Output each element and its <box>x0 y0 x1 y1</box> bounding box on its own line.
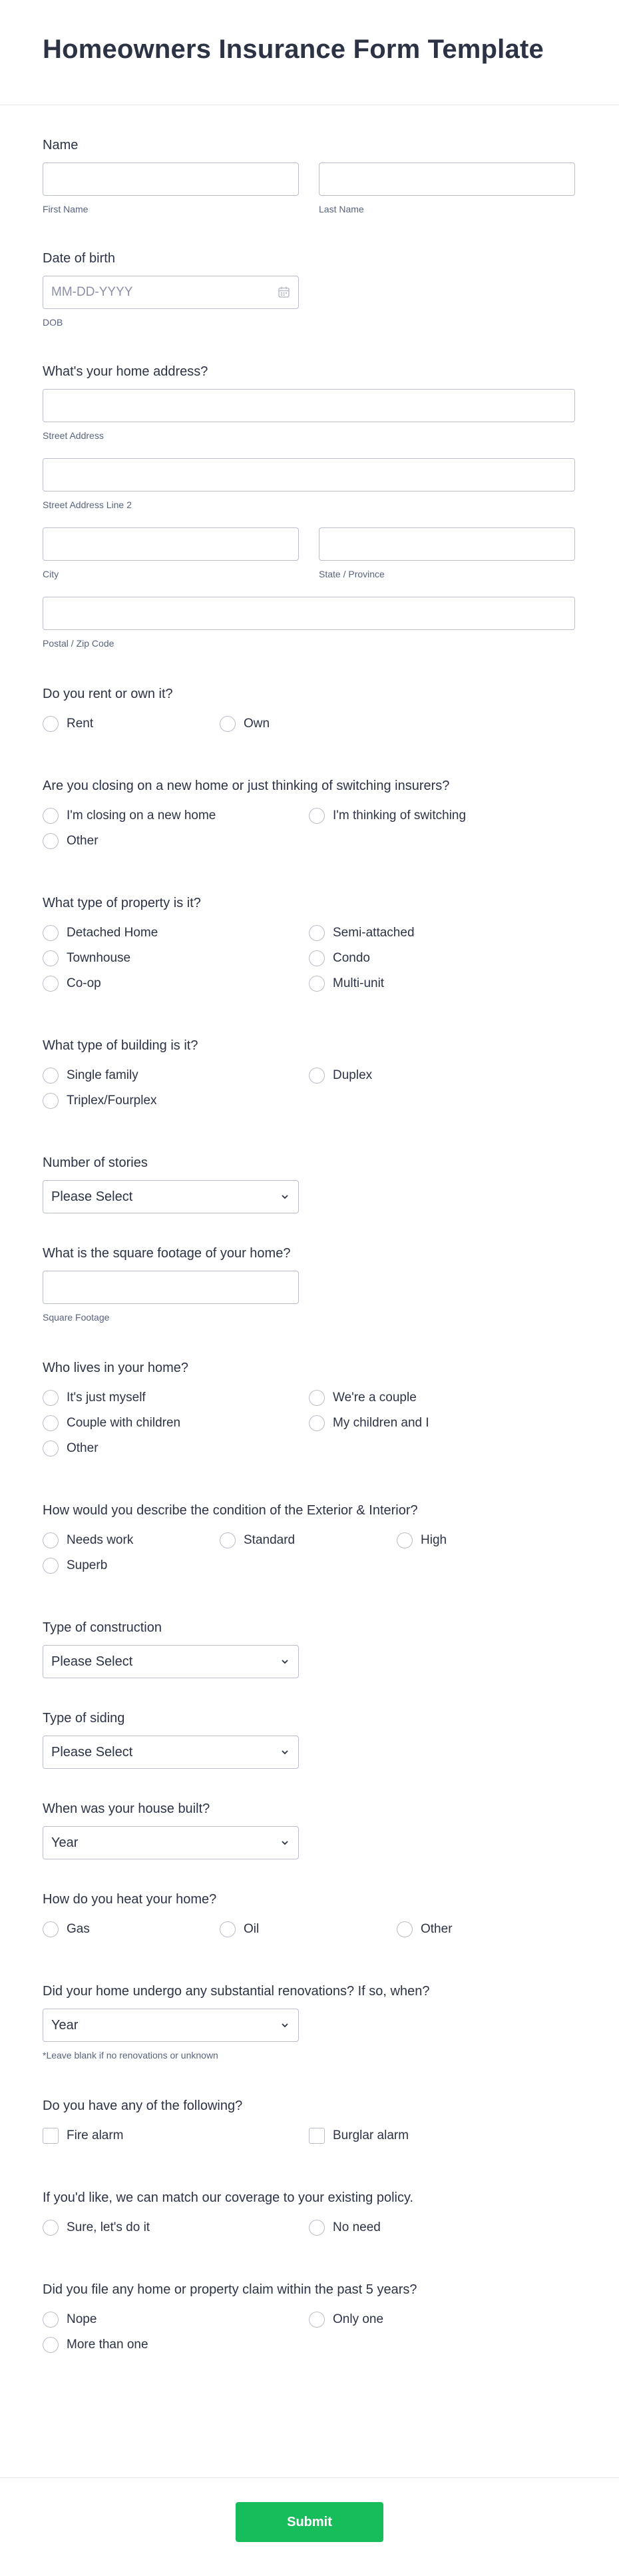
street-address-sublabel: Street Address <box>43 430 104 441</box>
match-coverage-label: If you'd like, we can match our coverage to your existing policy. <box>43 2190 414 2205</box>
couple-with-children-option[interactable]: Couple with children <box>43 1411 309 1436</box>
stories-label: Number of stories <box>43 1155 148 1170</box>
radio-button[interactable] <box>43 716 59 732</box>
street-address-2-input[interactable] <box>43 458 575 491</box>
burglar-alarm-option[interactable]: Burglar alarm <box>309 2123 575 2148</box>
radio-button[interactable] <box>43 2312 59 2328</box>
question-match-coverage <box>43 2190 576 2240</box>
last-name-sublabel: Last Name <box>319 204 364 214</box>
radio-button[interactable] <box>43 2220 59 2236</box>
condo-option[interactable]: Condo <box>309 946 575 971</box>
radio-button[interactable] <box>43 1390 59 1406</box>
square-footage-sublabel: Square Footage <box>43 1312 110 1323</box>
first-name-sublabel: First Name <box>43 204 89 214</box>
square-footage-input[interactable] <box>43 1271 299 1304</box>
radio-button[interactable] <box>43 1068 59 1084</box>
radio-button[interactable] <box>397 1532 413 1548</box>
state-sublabel: State / Province <box>319 569 385 579</box>
construction-select-value: Please Select <box>51 1654 133 1669</box>
closing-label: Are you closing on a new home or just thinking of switching insurers? <box>43 779 450 793</box>
question-renovations <box>43 1983 576 2061</box>
stories-select-value: Please Select <box>51 1189 133 1204</box>
question-claims <box>43 2282 576 2358</box>
gas-option[interactable]: Gas <box>43 1917 220 1942</box>
rent-option[interactable]: Rent <box>43 711 220 737</box>
checkbox[interactable] <box>309 2128 325 2144</box>
sure-option[interactable]: Sure, let's do it <box>43 2215 309 2240</box>
question-building-type <box>43 1038 576 1114</box>
property-type-label: What type of property is it? <box>43 896 201 910</box>
construction-select[interactable] <box>43 1645 299 1678</box>
state-input[interactable] <box>319 527 575 561</box>
radio-button[interactable] <box>43 1921 59 1937</box>
dob-label: Date of birth <box>43 251 115 266</box>
address-label: What's your home address? <box>43 364 208 379</box>
radio-button[interactable] <box>309 808 325 824</box>
my-children-and-i-option[interactable]: My children and I <box>309 1411 575 1436</box>
construction-label: Type of construction <box>43 1620 162 1635</box>
heating-label: How do you heat your home? <box>43 1892 217 1907</box>
submit-button[interactable]: Submit <box>236 2502 383 2542</box>
chevron-down-icon <box>280 2020 290 2031</box>
radio-button[interactable] <box>309 2220 325 2236</box>
renovations-note: *Leave blank if no renovations or unknown <box>43 2050 218 2061</box>
first-name-input[interactable] <box>43 162 299 196</box>
stories-select[interactable] <box>43 1180 299 1213</box>
form-title: Homeowners Insurance Form Template <box>43 35 544 64</box>
triplex-fourplex-option[interactable]: Triplex/Fourplex <box>43 1088 309 1114</box>
claims-label: Did you file any home or property claim within the past 5 years? <box>43 2282 417 2297</box>
form-header <box>0 0 619 105</box>
radio-button[interactable] <box>43 808 59 824</box>
postal-code-input[interactable] <box>43 597 575 630</box>
question-address <box>43 364 576 649</box>
form-footer <box>0 2477 619 2576</box>
multi-unit-option[interactable]: Multi-unit <box>309 971 575 996</box>
who-lives-label: Who lives in your home? <box>43 1361 188 1375</box>
siding-select-value: Please Select <box>51 1744 133 1760</box>
radio-button[interactable] <box>309 1390 325 1406</box>
standard-option[interactable]: Standard <box>220 1528 397 1553</box>
question-house-built <box>43 1801 576 1859</box>
heat-other-option[interactable]: Other <box>397 1917 574 1942</box>
radio-button[interactable] <box>43 1441 59 1456</box>
question-stories <box>43 1155 576 1213</box>
radio-button[interactable] <box>43 1532 59 1548</box>
radio-button[interactable] <box>43 1415 59 1431</box>
house-built-select[interactable] <box>43 1826 299 1859</box>
just-myself-option[interactable]: It's just myself <box>43 1385 309 1411</box>
fire-alarm-option[interactable]: Fire alarm <box>43 2123 309 2148</box>
chevron-down-icon <box>280 1656 290 1667</box>
city-sublabel: City <box>43 569 59 579</box>
detached-home-option[interactable]: Detached Home <box>43 920 309 946</box>
superb-option[interactable]: Superb <box>43 1553 220 1578</box>
city-input[interactable] <box>43 527 299 561</box>
radio-button[interactable] <box>309 925 325 941</box>
form-body <box>0 105 619 2358</box>
street-address-2-sublabel: Street Address Line 2 <box>43 499 132 510</box>
renovations-select[interactable] <box>43 2009 299 2042</box>
closing-other-option[interactable]: Other <box>43 828 309 854</box>
radio-button[interactable] <box>43 950 59 966</box>
question-square-footage <box>43 1245 576 1323</box>
question-alarms <box>43 2098 576 2148</box>
radio-button[interactable] <box>397 1921 413 1937</box>
question-rent-own <box>43 686 576 737</box>
condition-label: How would you describe the condition of the Exterior & Interior? <box>43 1503 418 1518</box>
question-siding <box>43 1710 576 1769</box>
question-construction <box>43 1620 576 1678</box>
question-name <box>43 137 576 214</box>
chevron-down-icon <box>280 1747 290 1758</box>
radio-button[interactable] <box>309 2312 325 2328</box>
radio-button[interactable] <box>43 976 59 992</box>
radio-button[interactable] <box>220 1532 236 1548</box>
chevron-down-icon <box>280 1837 290 1848</box>
oil-option[interactable]: Oil <box>220 1917 397 1942</box>
building-type-label: What type of building is it? <box>43 1038 198 1053</box>
co-op-option[interactable]: Co-op <box>43 971 309 996</box>
question-closing <box>43 778 576 854</box>
townhouse-option[interactable]: Townhouse <box>43 946 309 971</box>
postal-code-sublabel: Postal / Zip Code <box>43 638 114 649</box>
radio-button[interactable] <box>309 1415 325 1431</box>
high-option[interactable]: High <box>397 1528 574 1553</box>
duplex-option[interactable]: Duplex <box>309 1063 575 1088</box>
closing-new-home-option[interactable]: I'm closing on a new home <box>43 803 309 828</box>
checkbox[interactable] <box>43 2128 59 2144</box>
renovations-label: Did your home undergo any substantial renovations? If so, when? <box>43 1984 430 1999</box>
single-family-option[interactable]: Single family <box>43 1063 309 1088</box>
radio-button[interactable] <box>43 2337 59 2353</box>
radio-button[interactable] <box>43 925 59 941</box>
lives-other-option[interactable]: Other <box>43 1436 309 1461</box>
question-who-lives <box>43 1360 576 1461</box>
radio-button[interactable] <box>220 716 236 732</box>
radio-button[interactable] <box>43 1558 59 1574</box>
dob-input[interactable] <box>43 276 299 309</box>
needs-work-option[interactable]: Needs work <box>43 1528 220 1553</box>
question-dob <box>43 250 576 328</box>
rent-own-label: Do you rent or own it? <box>43 687 173 701</box>
chevron-down-icon <box>280 1191 290 1202</box>
nope-option[interactable]: Nope <box>43 2307 309 2332</box>
radio-button[interactable] <box>43 833 59 849</box>
renovations-select-value: Year <box>51 2017 79 2033</box>
own-option[interactable]: Own <box>220 711 397 737</box>
house-built-label: When was your house built? <box>43 1801 210 1816</box>
square-footage-label: What is the square footage of your home? <box>43 1246 291 1261</box>
question-condition <box>43 1502 576 1578</box>
house-built-select-value: Year <box>51 1835 79 1850</box>
radio-button[interactable] <box>309 976 325 992</box>
thinking-switching-option[interactable]: I'm thinking of switching <box>309 803 575 828</box>
street-address-input[interactable] <box>43 389 575 422</box>
dob-sublabel: DOB <box>43 317 63 328</box>
semi-attached-option[interactable]: Semi-attached <box>309 920 575 946</box>
siding-select[interactable] <box>43 1736 299 1769</box>
calendar-icon[interactable] <box>278 286 290 298</box>
radio-button[interactable] <box>43 1093 59 1109</box>
radio-button[interactable] <box>309 950 325 966</box>
radio-button[interactable] <box>309 1068 325 1084</box>
question-heating <box>43 1891 576 1942</box>
only-one-option[interactable]: Only one <box>309 2307 575 2332</box>
more-than-one-option[interactable]: More than one <box>43 2332 309 2358</box>
last-name-input[interactable] <box>319 162 575 196</box>
couple-option[interactable]: We're a couple <box>309 1385 575 1411</box>
question-property-type <box>43 895 576 996</box>
no-need-option[interactable]: No need <box>309 2215 575 2240</box>
name-label: Name <box>43 138 79 153</box>
alarms-label: Do you have any of the following? <box>43 2098 243 2113</box>
radio-button[interactable] <box>220 1921 236 1937</box>
siding-label: Type of siding <box>43 1711 125 1726</box>
